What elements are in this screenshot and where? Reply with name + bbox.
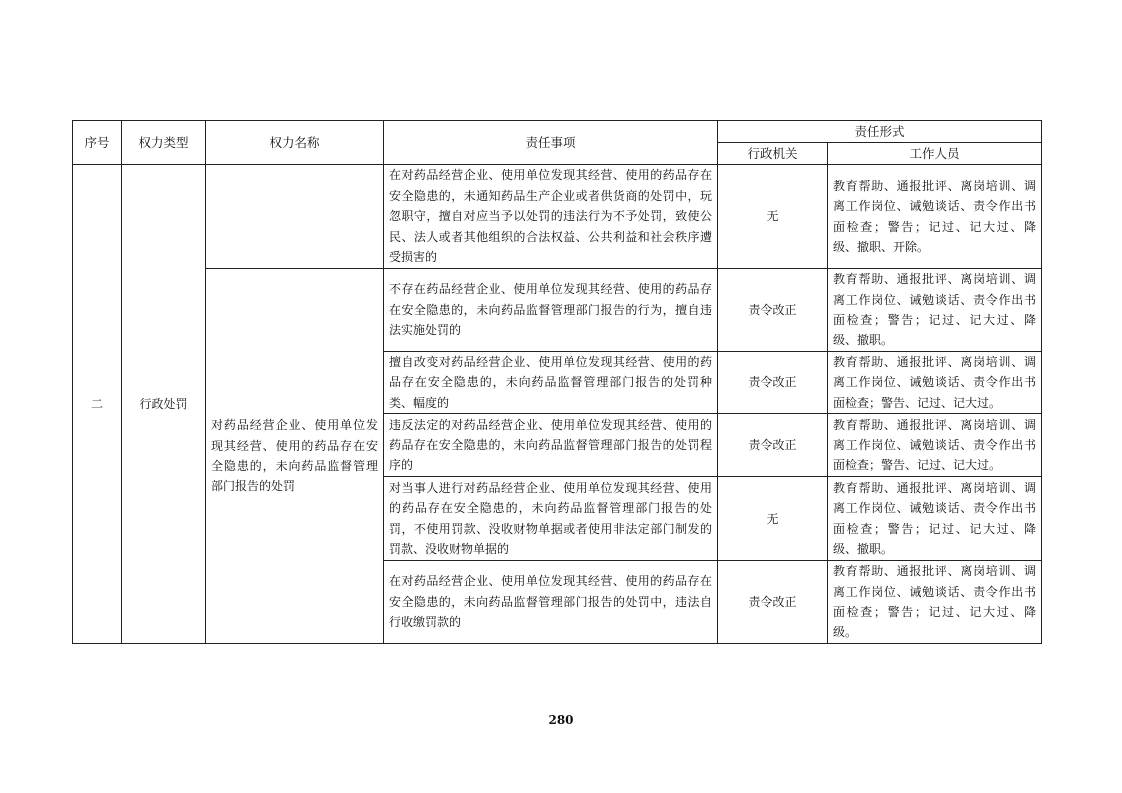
table-row <box>73 269 1042 352</box>
cell-staff: 教育帮助、通报批评、离岗培训、调离工作岗位、诫勉谈话、责令作出书面检查；警告；记过、记大过、降级、撤职。 <box>828 269 1042 352</box>
cell-duty-item: 违反法定的对药品经营企业、使用单位发现其经营、使用的药品存在安全隐患的，未向药品监督管理部门报告的处罚程序的 <box>384 414 718 477</box>
header-staff: 工作人员 <box>828 143 1042 165</box>
cell-duty-item: 对当事人进行对药品经营企业、使用单位发现其经营、使用的药品存在安全隐患的，未向药品监督管理部门报告的处罚，不使用罚款、没收财物单据或者使用非法定部门制发的罚款、没收财物单据的 <box>384 477 718 561</box>
cell-admin-organ: 责令改正 <box>718 414 828 477</box>
header-power-type: 权力类型 <box>122 121 206 165</box>
cell-power-name: 对药品经营企业、使用单位发现其经营、使用的药品存在安全隐患的，未向药品监督管理部门报告的处罚 <box>206 269 384 644</box>
cell-duty-item: 不存在药品经营企业、使用单位发现其经营、使用的药品存在安全隐患的，未向药品监督管理部门报告的行为，擅自违法实施处罚的 <box>384 269 718 352</box>
responsibility-table <box>72 120 1042 644</box>
cell-staff: 教育帮助、通报批评、离岗培训、调离工作岗位、诫勉谈话、责令作出书面检查；警告、记过、记大过。 <box>828 352 1042 414</box>
header-power-name: 权力名称 <box>206 121 384 165</box>
cell-duty-item: 在对药品经营企业、使用单位发现其经营、使用的药品存在安全隐患的，未向药品监督管理部门报告的处罚中，违法自行收缴罚款的 <box>384 561 718 644</box>
cell-duty-item: 擅自改变对药品经营企业、使用单位发现其经营、使用的药品存在安全隐患的，未向药品监督管理部门报告的处罚种类、幅度的 <box>384 352 718 414</box>
cell-admin-organ: 责令改正 <box>718 269 828 352</box>
cell-admin-organ: 无 <box>718 165 828 269</box>
cell-staff: 教育帮助、通报批评、离岗培训、调离工作岗位、诫勉谈话、责令作出书面检查；警告；记过、记大过、降级、撤职、开除。 <box>828 165 1042 269</box>
cell-staff: 教育帮助、通报批评、离岗培训、调离工作岗位、诫勉谈话、责令作出书面检查；警告、记过、记大过。 <box>828 414 1042 477</box>
cell-duty-item: 在对药品经营企业、使用单位发现其经营、使用的药品存在安全隐患的，未通知药品生产企业或者供货商的处罚中，玩忽职守，擅自对应当予以处罚的违法行为不予处罚，致使公民、法人或者其他组织的合法权益、公共利益和社会秩序遭受损害的 <box>384 165 718 269</box>
cell-staff: 教育帮助、通报批评、离岗培训、调离工作岗位、诫勉谈话、责令作出书面检查；警告；记过、记大过、降级、撤职。 <box>828 477 1042 561</box>
cell-admin-organ: 责令改正 <box>718 561 828 644</box>
page-number: 280 <box>548 713 574 727</box>
header-admin-organ: 行政机关 <box>718 143 828 165</box>
header-duty-items: 责任事项 <box>384 121 718 165</box>
header-row <box>73 121 1042 143</box>
cell-power-name-empty <box>206 165 384 269</box>
cell-seq: 二 <box>73 165 122 644</box>
header-seq: 序号 <box>73 121 122 165</box>
cell-admin-organ: 责令改正 <box>718 352 828 414</box>
cell-staff: 教育帮助、通报批评、离岗培训、调离工作岗位、诫勉谈话、责令作出书面检查；警告；记过、记大过、降级。 <box>828 561 1042 644</box>
cell-power-type: 行政处罚 <box>122 165 206 644</box>
table-row <box>73 165 1042 269</box>
header-duty-form: 责任形式 <box>718 121 1042 143</box>
cell-admin-organ: 无 <box>718 477 828 561</box>
